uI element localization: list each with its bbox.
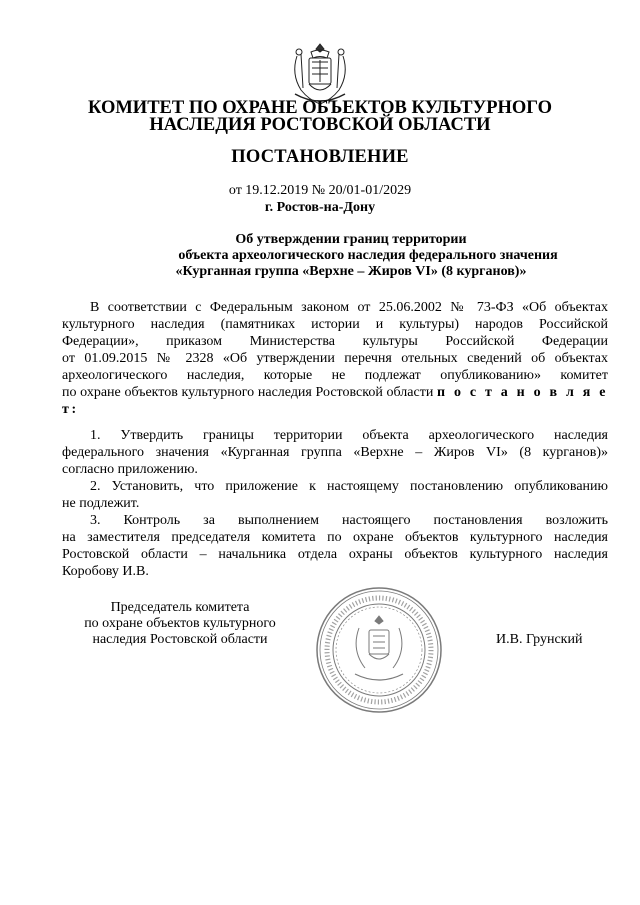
resolves-word: п о с т а н о в л я е т: [62,385,609,417]
item-1-paragraph [62,427,608,478]
item-3-line: на заместителя председателя комитета по охране объектов культурного наследия [62,530,608,545]
signer-position [60,600,300,648]
intro-line: по охране объектов культурного наследия Ростовской области [62,385,434,400]
intro-line: культурного наследия (памятниках истории и культуры) народов Российской [62,317,608,332]
document-type: ПОСТАНОВЛЕНИЕ [231,147,409,167]
intro-line: В соответствии с Федеральным законом от 25.06.2002 № 73-ФЗ «Об объектах [90,300,608,315]
item-1-line: 1. Утвердить границы территории объекта археологического наследия [90,428,608,443]
document-subject [60,232,580,280]
subject-line3: «Курганная группа «Верхне – Жиров VI» (8 курганов)» [175,264,527,279]
item-1-line: согласно приложению. [62,462,198,477]
organization-title-line2: НАСЛЕДИЯ РОСТОВСКОЙ ОБЛАСТИ [149,115,491,135]
signer-position-line1: Председатель комитета [110,600,250,615]
intro-last-line [62,384,608,418]
item-2-paragraph [62,478,608,512]
document-city: г. Ростов-на-Дону [264,200,376,215]
document-date-number: от 19.12.2019 № 20/01-01/2029 [228,183,412,198]
subject-line2: объекта археологического наследия федерального значения [178,248,558,263]
intro-line: Федерации», приказом Министерства культуры Российской Федерации [62,334,608,349]
item-3-line: 3. Контроль за выполнением настоящего постановления возложить [90,513,608,528]
item-3-paragraph [62,512,608,580]
signer-position-line2: по охране объектов культурного [84,616,276,631]
intro-line: от 01.09.2015 № 2328 «Об утверждении перечня отельных сведений об объектах [62,351,608,366]
item-3-line: Ростовской области – начальника отдела охраны объектов культурного наследия [62,547,608,562]
organization-title-line1: КОМИТЕТ ПО ОХРАНЕ ОБЪЕКТОВ КУЛЬТУРНОГО [88,98,552,118]
official-round-seal-icon [315,586,443,714]
signer-position-line3: наследия Ростовской области [92,632,268,647]
item-3-line: Коробову И.В. [62,564,149,579]
signer-name: И.В. Грунский [496,632,583,647]
subject-line1: Об утверждении границ территории [235,232,467,247]
organization-title [60,100,580,134]
item-2-line: 2. Установить, что приложение к настоящему постановлению опубликованию [90,479,608,494]
item-1-line: федерального значения «Курганная группа «Верхне – Жиров VI» (8 курганов)» [62,445,608,460]
item-2-line: не подлежит. [62,496,140,511]
intro-line: археологического наследия, которые не подлежат опубликованию» комитет [62,368,608,383]
intro-paragraph [62,299,608,418]
